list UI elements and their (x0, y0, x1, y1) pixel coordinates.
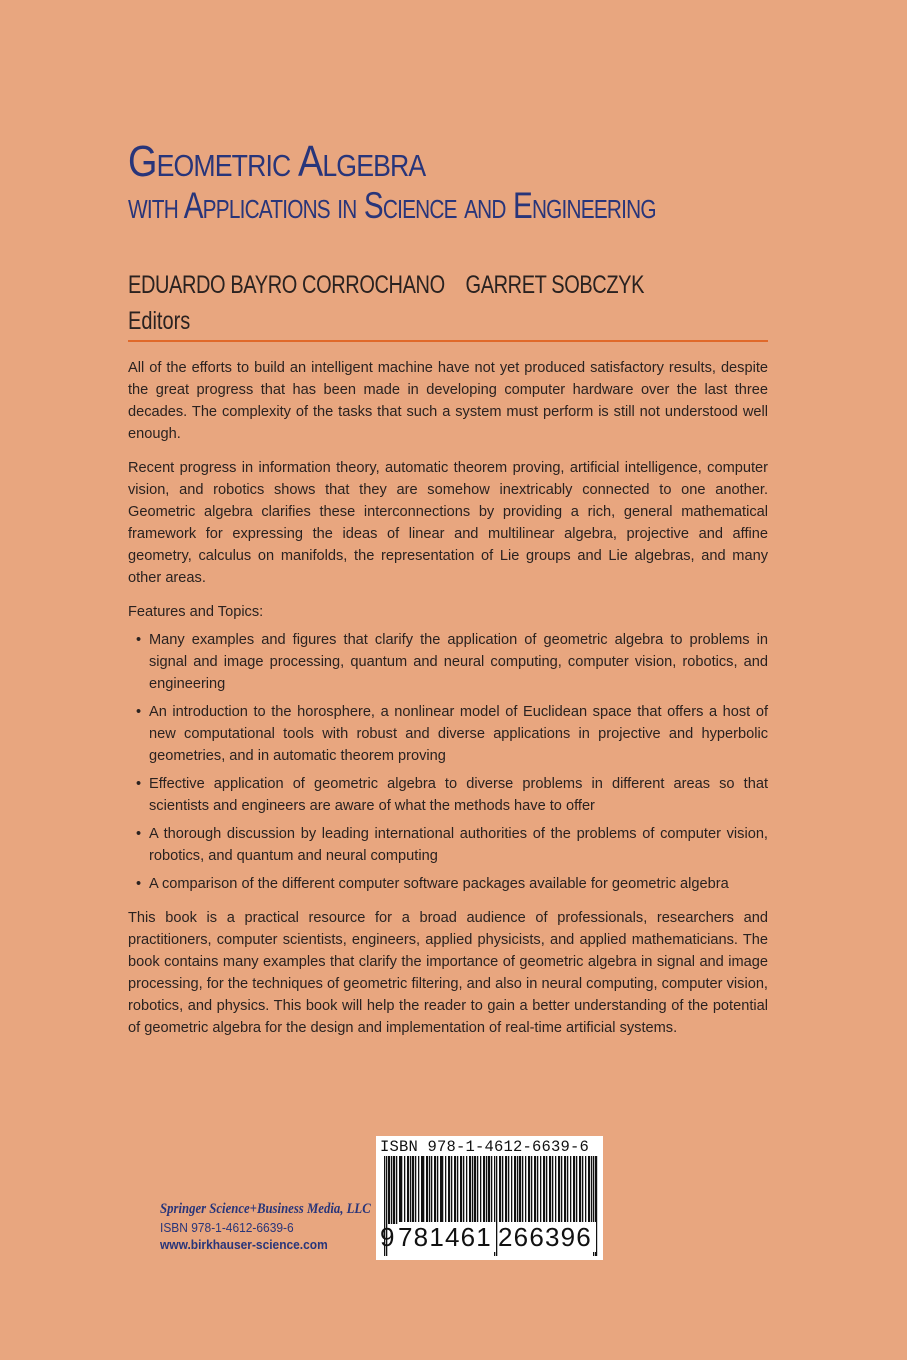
barcode-bar (511, 1156, 512, 1224)
barcode-bar (505, 1156, 507, 1224)
barcode-bar (525, 1156, 526, 1224)
barcode-bar (549, 1156, 551, 1224)
barcode-bar (561, 1156, 562, 1224)
barcode-bar (388, 1156, 390, 1224)
barcode-bar (477, 1156, 478, 1224)
barcode-bar (552, 1156, 553, 1224)
barcode-bar (418, 1156, 419, 1224)
barcode-bar (546, 1156, 547, 1224)
barcode-bar (567, 1156, 568, 1224)
barcode-isbn-label: ISBN 978-1-4612-6639-6 (380, 1138, 590, 1156)
barcode-bar (502, 1156, 503, 1224)
barcode-bar (585, 1156, 586, 1224)
barcode-bar (469, 1156, 471, 1224)
barcode-bar (486, 1156, 487, 1224)
book-title: Geometric Algebra (128, 137, 426, 186)
barcode-bar (399, 1156, 401, 1224)
barcode-bar (431, 1156, 432, 1224)
publisher-isbn: ISBN 978-1-4612-6639-6 (160, 1220, 294, 1235)
barcode-bar (463, 1156, 464, 1224)
feature-item: • An introduction to the horosphere, a nonlinear model of Euclidean space that offers a host of new computational tools with robust and diverse applications in projective and hyperbolic geometries, and in automatic theorem proving (128, 701, 768, 767)
barcode-bar (442, 1156, 443, 1224)
barcode-bar (582, 1156, 583, 1224)
title-divider (128, 340, 768, 342)
barcode-bar (466, 1156, 467, 1224)
barcode-digit-first: 9 (380, 1222, 395, 1252)
blurb-paragraph-1: All of the efforts to build an intelligent machine have not yet produced satisfactory results, despite the great progress that has been made in developing computer hardware over the last three decades. The complexity of the tasks that such a system must perform is still not understood well enough. (128, 360, 768, 442)
barcode-bar (522, 1156, 523, 1224)
barcode-bar (531, 1156, 532, 1224)
barcode-bar (491, 1156, 492, 1224)
features-heading: Features and Topics: (128, 604, 264, 620)
barcode-bar (421, 1156, 423, 1224)
publisher-block (160, 1199, 380, 1253)
barcode-bar (534, 1156, 536, 1224)
barcode-digits-left: 781461 (398, 1222, 496, 1252)
barcode-bar (576, 1156, 577, 1224)
barcode-bar (423, 1156, 424, 1224)
barcode-bar (555, 1156, 556, 1224)
barcode-bar (570, 1156, 571, 1224)
barcode-bar (434, 1156, 436, 1224)
barcode-bar (573, 1156, 575, 1224)
feature-item: • Many examples and figures that clarify the application of geometric algebra to problems in signal and image processing, quantum and neural computing, computer vision, robotics, and engineering (128, 629, 768, 695)
barcode-bar (591, 1156, 592, 1224)
barcode-bar (404, 1156, 405, 1224)
book-subtitle: with Applications in Science and Engineering (128, 185, 656, 226)
barcode-bar (448, 1156, 450, 1224)
editors-label: Editors (128, 307, 191, 335)
barcode-bar (519, 1156, 521, 1224)
barcode-bar (457, 1156, 458, 1224)
title-block (128, 136, 788, 228)
barcode-bar (537, 1156, 538, 1224)
feature-item: • A thorough discussion by leading international authorities of the problems of computer vision, robotics, and quantum and neural computing (128, 823, 768, 867)
blurb (128, 357, 768, 1051)
feature-item: • A comparison of the different computer software packages available for geometric algebra (128, 873, 768, 895)
barcode-bar (558, 1156, 560, 1224)
barcode-bar (451, 1156, 452, 1224)
barcode-digits-right: 266396 (498, 1222, 596, 1252)
barcode-bar (407, 1156, 409, 1224)
barcode-bar (426, 1156, 428, 1224)
barcode-bar (588, 1156, 590, 1224)
barcode-bar (429, 1156, 430, 1224)
barcode-bar (579, 1156, 581, 1224)
barcode-bar (437, 1156, 438, 1224)
barcode-bar (483, 1156, 485, 1224)
barcode-bar (480, 1156, 481, 1224)
features-list (128, 629, 768, 895)
bullet-icon: • (136, 632, 142, 648)
barcode-bar (472, 1156, 473, 1224)
bullet-icon: • (136, 776, 142, 792)
barcode-bar (540, 1156, 541, 1224)
publisher-url: www.birkhauser-science.com (160, 1237, 328, 1252)
publisher-name: Springer Science+Business Media, LLC (160, 1201, 371, 1217)
barcode-bar (488, 1156, 490, 1224)
barcode-bar (393, 1156, 395, 1224)
editor-names (128, 270, 656, 300)
barcode-bar (543, 1156, 545, 1224)
barcode-bar (415, 1156, 416, 1224)
bullet-icon: • (136, 876, 142, 892)
barcode (376, 1136, 603, 1260)
barcode-bar (410, 1156, 411, 1224)
barcode-bar (528, 1156, 530, 1224)
barcode-bar (517, 1156, 518, 1224)
barcode-bar (460, 1156, 462, 1224)
editor-name-2: GARRET SOBCZYK (465, 271, 645, 299)
barcode-bar (454, 1156, 456, 1224)
barcode-bar (391, 1156, 392, 1224)
bullet-icon: • (136, 826, 142, 842)
barcode-bar (499, 1156, 501, 1224)
barcode-bar (396, 1156, 397, 1224)
editor-name-1: EDUARDO BAYRO CORROCHANO (128, 271, 445, 299)
barcode-bar (401, 1156, 402, 1224)
barcode-bar (514, 1156, 516, 1224)
blurb-paragraph-3: This book is a practical resource for a broad audience of professionals, researchers and practitioners, computer scientists, engineers, applied physicists, and applied mathematicians. The book contains many examples that clarify the importance of geometric algebra in signal and image processing, for the techniques of geometric filtering, and also in neural computing, computer vision, robotics, and physics. This book will help the reader to gain a better understanding of the potential of geometric algebra for the design and implementation of real-time artificial systems. (128, 910, 768, 1036)
barcode-bar (440, 1156, 442, 1224)
feature-item: • Effective application of geometric algebra to diverse problems in different areas so that scientists and engineers are aware of what the methods have to offer (128, 773, 768, 817)
blurb-paragraph-2: Recent progress in information theory, automatic theorem proving, artificial intelligence, computer vision, and robotics shows that they are somehow inextricably connected to one another. Geometric algebra clarifies these interconnections by providing a rich, general mathematical framework for expressing the ideas of linear and multilinear algebra, projective and affine geometry, calculus on manifolds, the representation of Lie groups and Lie algebras, and many other areas. (128, 460, 768, 586)
barcode-bar (564, 1156, 566, 1224)
barcode-bar (445, 1156, 446, 1224)
bullet-icon: • (136, 704, 142, 720)
barcode-bar (508, 1156, 509, 1224)
barcode-bar (412, 1156, 414, 1224)
editors-block (128, 270, 788, 336)
barcode-bar (474, 1156, 476, 1224)
